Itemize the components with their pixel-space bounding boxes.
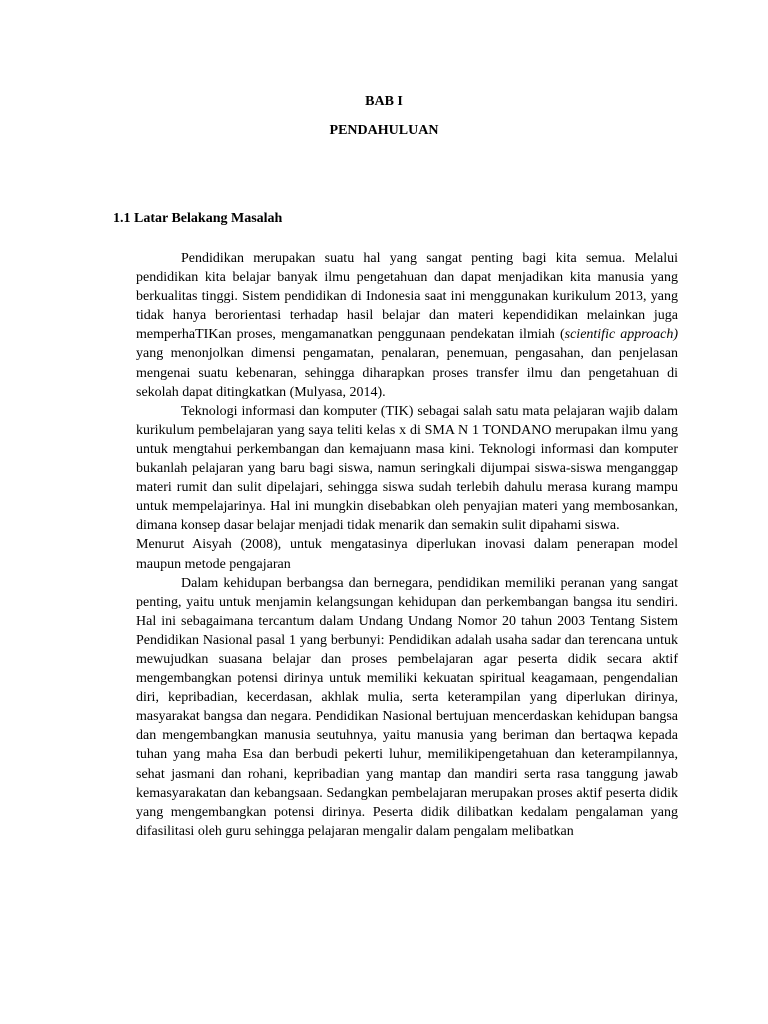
paragraph-3: Menurut Aisyah (2008), untuk mengatasinya diperlukan inovasi dalam penerapan model maupun metode pengajaran <box>136 537 678 572</box>
section-heading: 1.1 Latar Belakang Masalah <box>113 211 283 226</box>
paragraph-1-text-a: Pendidikan merupakan suatu hal yang sangat penting bagi kita semua. Melalui pendidikan kita belajar banyak ilmu pengetahuan dan dapat menjadikan kita manusia yang berkualitas tinggi. Sistem pendidikan di Indonesia saat ini menggunakan kurikulum 2013, yang tidak hanya berorientasi terhadap hasil belajar dan materi kependidikan melainkan juga memperhaTIKan proses, mengamanatkan penggunaan pendekatan ilmiah ( <box>136 251 678 343</box>
paragraph-1-emphasis: scientific approach) <box>564 327 679 343</box>
chapter-title: PENDAHULUAN <box>329 123 439 138</box>
paragraph-4: Dalam kehidupan berbangsa dan bernegara, pendidikan memiliki peranan yang sangat penting, yaitu untuk menjamin kelangsungan kehidupan dan perkembangan bangsa itu sendiri. Hal ini sebagaimana tercantum dalam Undang Undang Nomor 20 tahun 2003 Tentang Sistem Pendidikan Nasional pasal 1 yang berbunyi: Pendidikan adalah usaha sadar dan terencana untuk mewujudkan suasana belajar dan proses pembelajaran agar peserta didik secara aktif mengembangkan potensi dirinya untuk memiliki kekuatan spiritual keagamaan, pengendalian diri, kepribadian, kecerdasan, akhlak mulia, serta keterampilan yang diperlukan dirinya, masyarakat bangsa dan negara. Pendidikan Nasional bertujuan mencerdaskan kehidupan bangsa dan mengembangkan manusia seutuhnya, yaitu manusia yang beriman dan bertaqwa kepada tuhan yang maha Esa dan berbudi pekerti luhur, memilikipengetahuan dan keterampilannya, sehat jasmani dan rohani, kepribadian yang mantap dan mandiri serta rasa tanggung jawab kemasyarakatan dan kebangsaan. Sedangkan pembelajaran merupakan proses aktif peserta didik yang mengembangkan potensi dirinya. Peserta didik dilibatkan kedalam pengalaman yang difasilitasi oleh guru sehingga pelajaran mengalir dalam pengalam melibatkan <box>136 575 678 839</box>
paragraph-1-text-b: yang menonjolkan dimensi pengamatan, penalaran, penemuan, pengasahan, dan penjelasan mengenai suatu kebenaran, sehingga diharapkan proses transfer ilmu dan pengetahuan di sekolah dapat ditingkatkan (Mulyasa, 2014). <box>136 346 678 400</box>
paragraph-1 <box>136 249 678 402</box>
paragraph-2: Teknologi informasi dan komputer (TIK) sebagai salah satu mata pelajaran wajib dalam kurikulum pembelajaran yang saya teliti kelas x di SMA N 1 TONDANO merupakan ilmu yang untuk mengtahui perkembangan dan kemajuann masa kini. Teknologi informasi dan komputer bukanlah pelajaran yang baru bagi siswa, namun seringkali dijumpai siswa-siswa menganggap materi rumit dan sulit dipelajari, sehingga siswa sudah terlebih dahulu merasa kurang mampu untuk mempelajarinya. Hal ini mungkin disebabkan oleh penyajian materi yang membosankan, dimana konsep dasar belajar menjadi tidak menarik dan semakin sulit dipahami siswa. <box>136 403 678 534</box>
body-text <box>136 249 678 841</box>
chapter-number: BAB I <box>365 94 403 109</box>
